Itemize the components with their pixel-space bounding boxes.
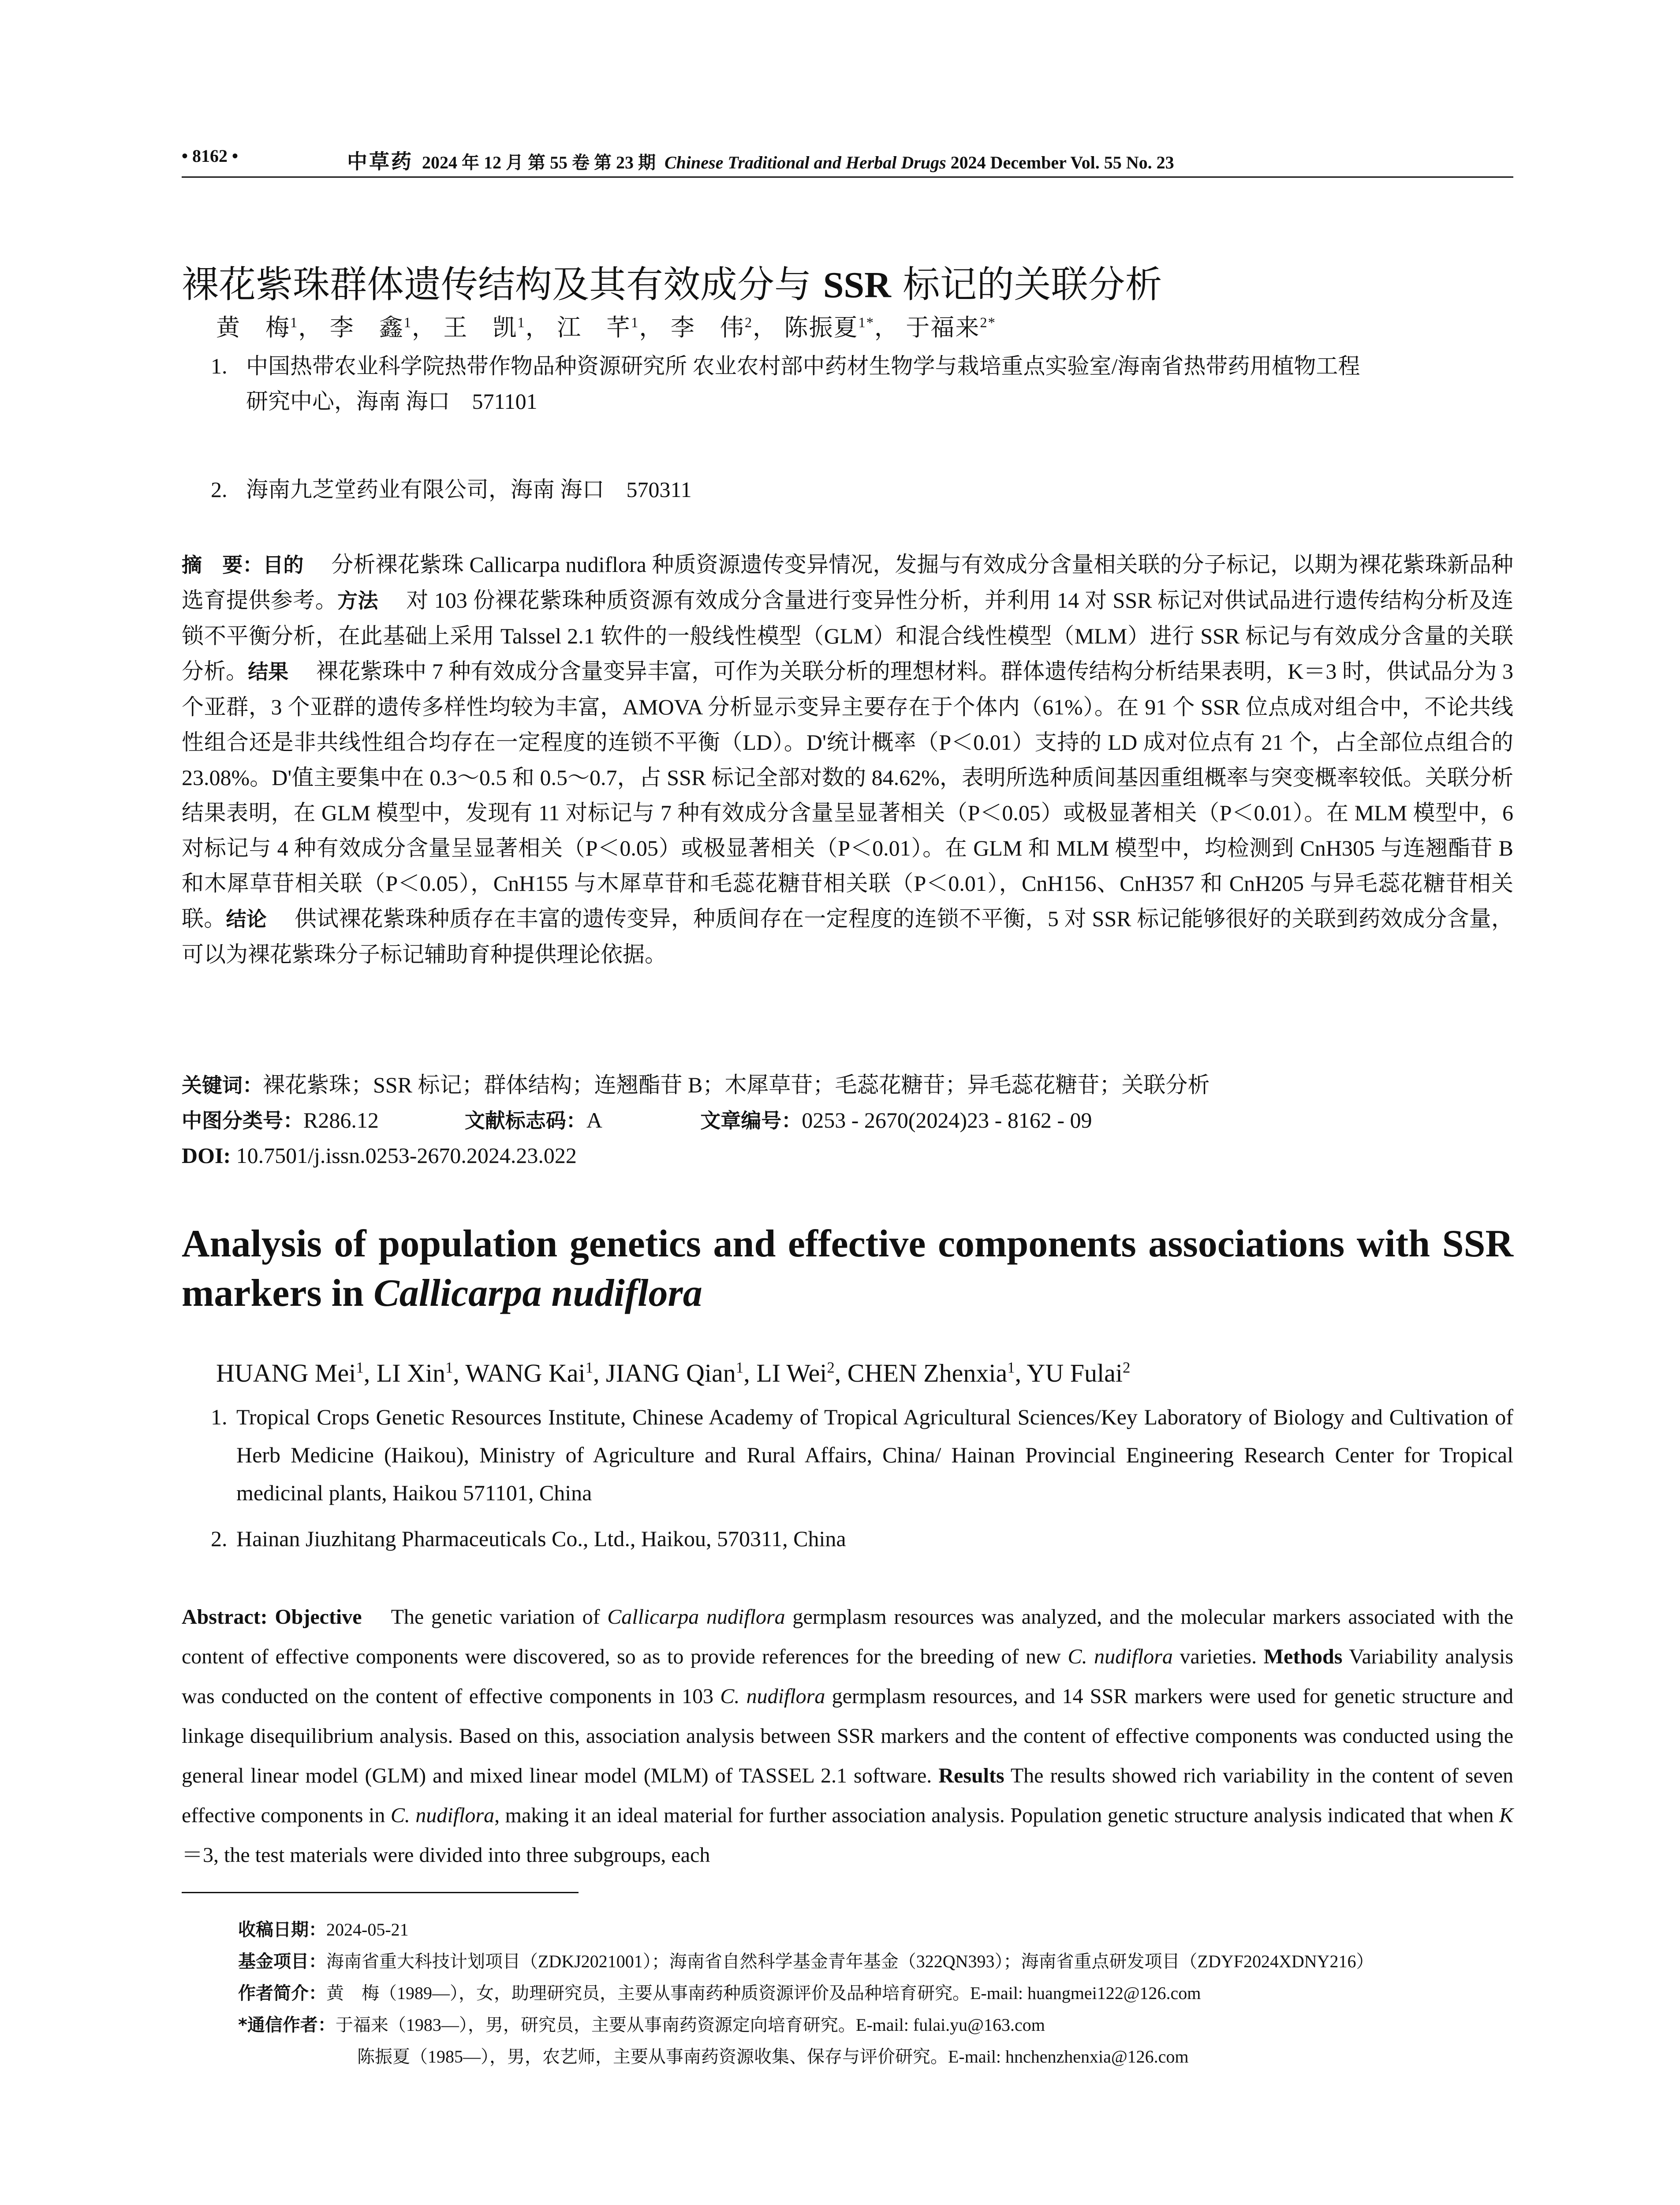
author-cn: 李 鑫 (329, 314, 404, 341)
footnote-received: 收稿日期：2024-05-21 (238, 1920, 409, 1940)
author-en: HUANG Mei (216, 1359, 356, 1387)
author-en: LI Wei (756, 1359, 827, 1387)
journal-name-cn: 中草药 (347, 150, 413, 173)
journal-name-en: Chinese Traditional and Herbal Drugs (665, 153, 946, 172)
authors-en: HUANG Mei$^1$, LI Xin$^1$, WANG Kai$^1$, JIANG Qian$^1$, LI Wei$^2$, CHEN Zhenxia$^1$, YU Fulai$^2$ (216, 1359, 1131, 1387)
author-cn: 江 芊 (557, 314, 631, 341)
header-divider (182, 176, 1513, 178)
abstract-conclusion: 供试裸花紫珠种质存在丰富的遗传变异，种质间存在一定程度的连锁不平衡，5 对 SSR 标记能够很好的关联到药效成分含量，可以为裸花紫珠分子标记辅助育种提供理论依据。 (182, 906, 1513, 967)
abstract-results: 裸花紫珠中 7 种有效成分含量变异丰富，可作为关联分析的理想材料。群体遗传结构分析结果表明，K＝3 时，供试品分为 3 个亚群，3 个亚群的遗传多样性均较为丰富，AMOVA 分析显示变异主要存在于个体内（61%）。在 91 个 SSR 位点成对组合中，不论共线性组合还是非共线性组合均存在一定程度的连锁不平衡（LD）。D'统计概率（P＜0.01）支持的 LD 成对位点有 21 个，占全部位点组合的 23.08%。D'值主要集中在 0.3～0.5 和 0.5～0.7，占 SSR 标记全部对数的 84.62%，表明所选种质间基因重组概率与突变概率较低。关联分析结果表明，在 GLM 模型中，发现有 11 对标记与 7 种有效成分含量呈显著相关（P＜0.05）或极显著相关（P＜0.01）。在 MLM 模型中，6 对标记与 4 种有效成分含量呈显著相关（P＜0.05）或极显著相关（P＜0.01）。在 GLM 和 MLM 模型中，均检测到 CnH305 与连翘酯苷 B 和木犀草苷相关联（P＜0.05），CnH155 与木犀草苷和毛蕊花糖苷相关联（P＜0.01），CnH156、CnH357 和 CnH205 与异毛蕊花糖苷相关联。 (182, 659, 1514, 931)
footnote-corresponding-2: 陈振夏（1985—），男，农艺师，主要从事南药资源收集、保存与评价研究。E-mail: hnchenzhenxia@126.com (357, 2047, 1189, 2067)
footnote-author: 作者简介：黄 梅（1989—），女，助理研究员，主要从事南药种质资源评价及品种培育研究。E-mail: huangmei122@126.com (238, 1983, 1201, 2003)
doi-line: DOI: 10.7501/j.issn.0253-2670.2024.23.022 (182, 1143, 577, 1168)
author-cn: 黄 梅 (216, 314, 290, 341)
author-en: JIANG Qian (606, 1359, 736, 1387)
author-en: LI Xin (376, 1359, 446, 1387)
abstract-objective: 分析裸花紫珠 Callicarpa nudiflora 种质资源遗传变异情况，发掘与有效成分含量相关联的分子标记，以期为裸花紫珠新品种选育提供参考。 (182, 552, 1514, 613)
keywords-cn: 关键词：裸花紫珠；SSR 标记；群体结构；连翘酯苷 B；木犀草苷；毛蕊花糖苷；异毛蕊花糖苷；关联分析 (182, 1073, 1210, 1097)
affiliation-cn-2: 2. 海南九芝堂药业有限公司，海南 海口 570311 (211, 477, 692, 502)
author-cn: 王 凯 (443, 314, 518, 341)
issue-en: 2024 December Vol. 55 No. 23 (950, 153, 1174, 172)
abstract-en: Abstract: Objective The genetic variation of Callicarpa nudiflora germplasm resources was analyzed, and the molecular markers associated with the content of effective components were discovered, so as to provide references for the breeding of new C. nudiflora varieties. Methods Variability analysis was conducted on the content of effective components in 103 C. nudiflora germplasm resources, and 14 SSR markers were used for genetic structure and linkage disequilibrium analysis. Based on this, association analysis between SSR markers and the content of effective components was conducted using the general linear model (GLM) and mixed linear model (MLM) of TASSEL 2.1 software. Results The results showed rich variability in the content of seven effective components in C. nudiflora, making it an ideal material for further association analysis. Population genetic structure analysis indicated that when K＝3, the test materials were divided into three subgroups, each (182, 1605, 1514, 1867)
doi-link[interactable]: 10.7501/j.issn.0253-2670.2024.23.022 (236, 1143, 577, 1168)
page-number: • 8162 • (182, 146, 239, 166)
author-cn: 李 伟 (670, 314, 745, 341)
footnote-funding: 基金项目：海南省重大科技计划项目（ZDKJ2021001）；海南省自然科学基金青年基金（322QN393）；海南省重点研发项目（ZDYF2024XDNY216） (238, 1951, 1374, 1972)
author-en: WANG Kai (465, 1359, 586, 1387)
footnote-divider (182, 1892, 579, 1893)
footnote-corresponding: *通信作者：于福来（1983—），男，研究员，主要从事南药资源定向培育研究。E-mail: fulai.yu@163.com (238, 2015, 1045, 2035)
abstract-label: 摘 要： (182, 553, 263, 577)
author-cn: 于福来 (906, 314, 980, 341)
classification-line: 中图分类号：R286.12 文献标志码：A 文章编号：0253 - 2670(2024)23 - 8162 - 09 (182, 1108, 1092, 1132)
author-cn: 陈振夏 (784, 314, 859, 341)
affiliation-en-1: 1. Tropical Crops Genetic Resources Institute, Chinese Academy of Tropical Agricultural Sciences/Key Laboratory of Biology and Cultivation of Herb Medicine (Haikou), Ministry of Agriculture and Rural Affairs, China/ Hainan Provincial Engineering Research Center for Tropical medicinal plants, Haikou 571101, China (211, 1405, 1513, 1505)
author-en: YU Fulai (1027, 1359, 1123, 1387)
authors-cn: 黄 梅$^1$， 李 鑫$^1$， 王 凯$^1$， 江 芊$^1$， 李 伟$^2$， 陈振夏$^{1*}$， 于福来$^{2*}$ (216, 314, 996, 341)
journal-info (347, 146, 1174, 175)
title-en: Analysis of population genetics and effective components associations with SSR markers in Callicarpa nudiflora (182, 1222, 1513, 1315)
title-cn: 裸花紫珠群体遗传结构及其有效成分与 SSR 标记的关联分析 (182, 263, 1162, 306)
affiliation-cn-1: 1. 中国热带农业科学院热带作物品种资源研究所 农业农村部中药材生物学与栽培重点实验室/海南省热带药用植物工程 研究中心，海南 海口 571101 (211, 354, 1360, 414)
author-en: CHEN Zhenxia (847, 1359, 1008, 1387)
affiliation-en-2: 2. Hainan Jiuzhitang Pharmaceuticals Co., Ltd., Haikou, 570311, China (211, 1526, 846, 1551)
issue-cn: 2024 年 12 月 第 55 卷 第 23 期 (422, 153, 656, 172)
running-header (182, 146, 1513, 174)
abstract-methods: 对 103 份裸花紫珠种质资源有效成分含量进行变异性分析，并利用 14 对 SSR 标记对供试品进行遗传结构分析及连锁不平衡分析，在此基础上采用 Talssel 2.1 软件的一般线性模型（GLM）和混合线性模型（MLM）进行 SSR 标记与有效成分含量的关联分析。 (182, 588, 1514, 684)
abstract-cn: 摘 要：目的 分析裸花紫珠 Callicarpa nudiflora 种质资源遗传变异情况，发掘与有效成分含量相关联的分子标记，以期为裸花紫珠新品种选育提供参考。方法 对 103 份裸花紫珠种质资源有效成分含量进行变异性分析，并利用 14 对 SSR 标记对供试品进行遗传结构分析及连锁不平衡分析，在此基础上采用 Talssel 2.1 软件的一般线性模型（GLM）和混合线性模型（MLM）进行 SSR 标记与有效成分含量的关联分析。结果 裸花紫珠中 7 种有效成分含量变异丰富，可作为关联分析的理想材料。群体遗传结构分析结果表明，K＝3 时，供试品分为 3 个亚群，3 个亚群的遗传多样性均较为丰富，AMOVA 分析显示变异主要存在于个体内（61%）。在 91 个 SSR 位点成对组合中，不论共线性组合还是非共线性组合均存在一定程度的连锁不平衡（LD）。D'统计概率（P＜0.01）支持的 LD 成对位点有 21 个，占全部位点组合的 23.08%。D'值主要集中在 0.3～0.5 和 0.5～0.7，占 SSR 标记全部对数的 84.62%，表明所选种质间基因重组概率与突变概率较低。关联分析结果表明，在 GLM 模型中，发现有 11 对标记与 7 种有效成分含量呈显著相关（P＜0.05）或极显著相关（P＜0.01）。在 MLM 模型中，6 对标记与 4 种有效成分含量呈显著相关（P＜0.05）或极显著相关（P＜0.01）。在 GLM 和 MLM 模型中，均检测到 CnH305 与连翘酯苷 B 和木犀草苷相关联（P＜0.05），CnH155 与木犀草苷和毛蕊花糖苷相关联（P＜0.01），CnH156、CnH357 和 CnH205 与异毛蕊花糖苷相关联。结论 供试裸花紫珠种质存在丰富的遗传变异，种质间存在一定程度的连锁不平衡，5 对 SSR 标记能够很好的关联到药效成分含量，可以为裸花紫珠分子标记辅助育种提供理论依据。 (182, 552, 1514, 967)
